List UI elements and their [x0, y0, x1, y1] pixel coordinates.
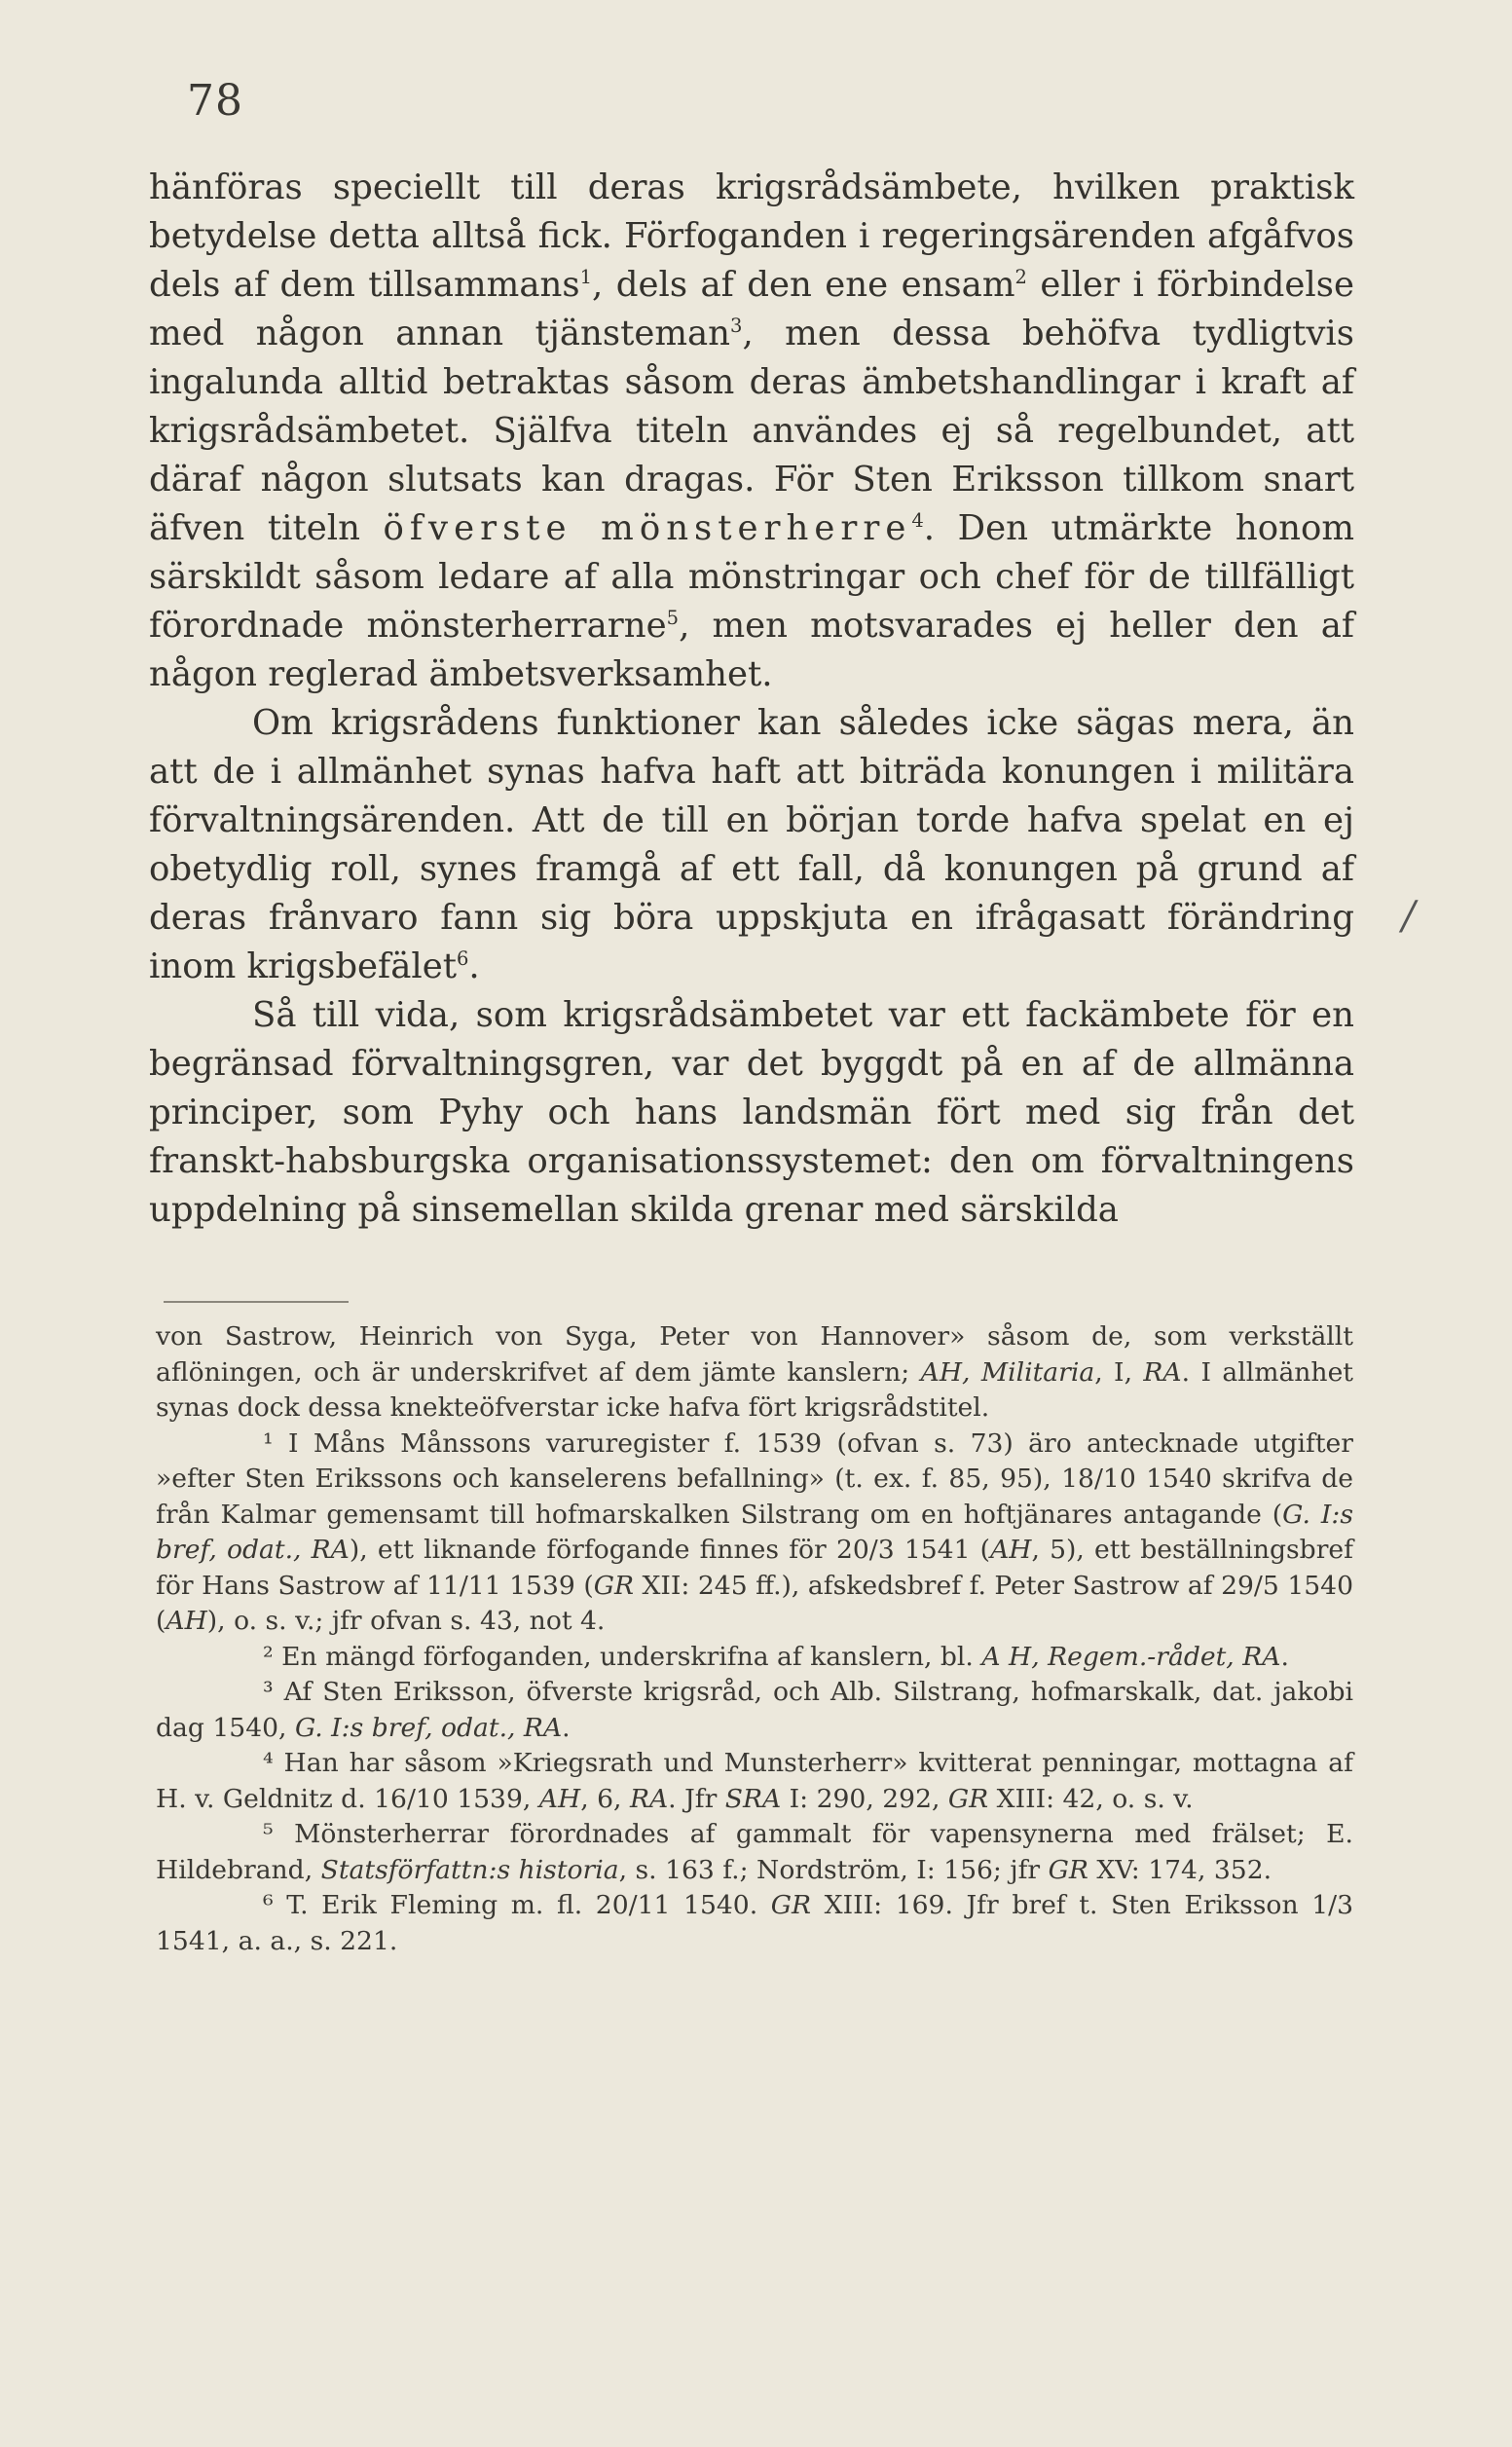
page-number: 78 [187, 76, 243, 126]
footnote-continuation: von Sastrow, Heinrich von Syga, Peter von Hannover» såsom de, som verkställt aflöningen, och är underskrifvet af dem jämte kanslern; AH, Militaria, I, RA. I allmänhet synas dock dessa knekteöfverstar icke hafva fört krigsrådstitel. [156, 1321, 1353, 1423]
paragraph-1: hänföras speciellt till deras krigsrådsämbete, hvilken praktisk betydelse detta alltså fick. Förfoganden i regeringsärenden afgåfvos dels af dem tillsammans$^1$, dels af den ene ensam$^2$ eller i förbindelse med någon annan tjänsteman$^3$, men dessa behöfva tydligtvis ingalunda alltid betraktas såsom deras ämbetshandlingar i kraft af krigsrådsämbetet. Själfva titeln användes ej så regelbundet, att däraf någon slutsats kan dragas. För Sten Eriksson tillkom snart äfven titeln öfverste mönsterherre$^4$. Den utmärkte honom särskildt såsom ledare af alla mönstringar och chef för de tillfälligt förordnade mönsterherrarne$^5$, men motsvarades ej heller den af någon reglerad ämbetsverksamhet. [149, 167, 1355, 694]
paragraph-2: Om krigsrådens funktioner kan således icke sägas mera, än att de i allmänhet synas hafva haft att biträda konungen i militära förvaltningsärenden. Att de till en början torde hafva spelat en ej obetydlig roll, synes framgå af ett fall, då konungen på grund af deras frånvaro fann sig böra uppskjuta en ifrågasatt förändring inom krigsbefälet$^6$. [149, 703, 1354, 986]
footnote-4: ⁴ Han har såsom »Kriegsrath und Munsterherr» kvitterat penningar, mottagna af H. v. Geldnitz d. 16/10 1539, AH, 6, RA. Jfr SRA I: 290, 292, GR XIII: 42, o. s. v. [156, 1748, 1353, 1814]
footnote-1: ¹ I Måns Månssons varuregister f. 1539 (ofvan s. 73) äro antecknade utgifter »efter Sten Erikssons och kanselerens befallning» (t. ex. f. 85, 95), 18/10 1540 skrifva de från Kalmar gemensamt till hofmarskalken Silstrang om en hoftjänares antagande (G. I:s bref, odat., RA), ett liknande förfogande finnes för 20/3 1541 (AH, 5), ett beställningsbref för Hans Sastrow af 11/11 1539 (GR XII: 245 ff.), afskedsbref f. Peter Sastrow af 29/5 1540 (AH), o. s. v.; jfr ofvan s. 43, not 4. [156, 1427, 1354, 1636]
body-text [149, 164, 1354, 1235]
footnote-ref-4[interactable]: 4 [911, 509, 924, 533]
paragraph-3: Så till vida, som krigsrådsämbetet var ett fackämbete för en begränsad förvaltningsgren, var det byggdt på en af de allmänna principer, som Pyhy och hans landsmän fört med sig från det franskt-habsburgska organisationssystemet: den om förvaltningens uppdelning på sinsemellan skilda grenar med särskilda [149, 995, 1354, 1230]
footnote-6: ⁶ T. Erik Fleming m. fl. 20/11 1540. GR XIII: 169. Jfr bref t. Sten Eriksson 1/3 1541, a. a., s. 221. [156, 1890, 1353, 1956]
spaced-title: öfverste mönsterherre [383, 508, 912, 548]
footnote-5: ⁵ Mönsterherrar förordnades af gammalt för vapensynerna med frälset; E. Hildebrand, Statsförfattn:s historia, s. 163 f.; Nordström, I: 156; jfr GR XV: 174, 352. [156, 1819, 1353, 1885]
footnote-ref-5[interactable]: 5 [666, 607, 680, 630]
footnote-ref-3[interactable]: 3 [730, 315, 743, 338]
margin-mark: / [1402, 894, 1416, 939]
footnote-2: ² En mängd förfoganden, underskrifna af kanslern, bl. A H, Regem.-rådet, RA. [263, 1641, 1289, 1672]
footnote-ref-2[interactable]: 2 [1014, 266, 1027, 289]
footnotes [156, 1319, 1353, 1959]
footnote-divider [164, 1301, 349, 1303]
footnote-ref-6[interactable]: 6 [456, 947, 469, 971]
footnote-3: ³ Af Sten Eriksson, öfverste krigsråd, och Alb. Silstrang, hofmarskalk, dat. jakobi dag 1540, G. I:s bref, odat., RA. [156, 1677, 1353, 1743]
footnote-ref-1[interactable]: 1 [579, 266, 593, 289]
